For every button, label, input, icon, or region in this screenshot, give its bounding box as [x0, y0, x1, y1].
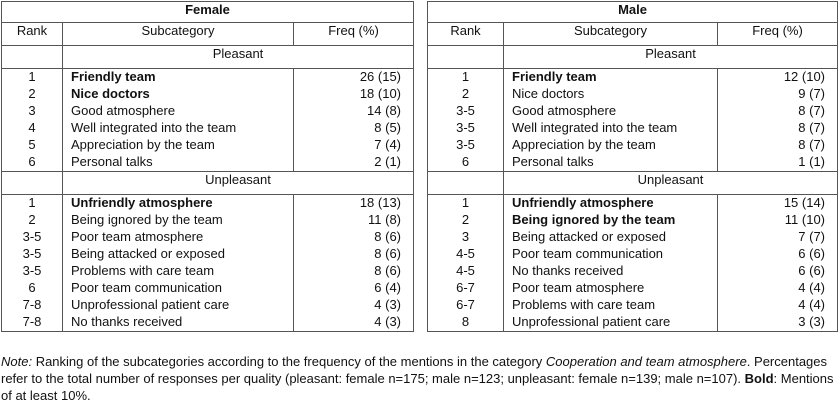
male-unpleasant-freq-cell: 7 (7) [798, 229, 826, 244]
note-text-1: Ranking of the subcategories according to the frequency of the mentions in the category [32, 354, 546, 369]
female-unpleasant-rank-cell: 3-5 [22, 229, 42, 244]
results-table [1, 1, 838, 332]
female-unpleasant-freq-cell: 6 (4) [374, 280, 402, 295]
female-freq-header: Freq (%) [294, 23, 414, 46]
female-unpleasant-rank-cell: 7-8 [22, 314, 42, 329]
male-pleasant-rank-cell: 1 [461, 69, 470, 84]
female-pleasant-sub-cell: Nice doctors [71, 86, 150, 101]
female-unpleasant-rank-cell: 3-5 [22, 246, 42, 261]
note-category: Cooperation and team atmosphere [545, 354, 747, 369]
male-pleasant-rank-cell: 6 [461, 154, 470, 169]
male-unpleasant-rank-cell: 4-5 [456, 263, 475, 278]
male-unpleasant-rank-cell: 4-5 [456, 246, 475, 261]
female-unpleasant-freq-cell: 11 (8) [368, 212, 402, 227]
male-pleasant-freq-cell: 8 (7) [798, 103, 826, 118]
female-pleasant-freq-cell: 18 (10) [359, 86, 402, 101]
male-pleasant-rank-cell: 3-5 [456, 137, 475, 152]
male-pleasant-sub-cell: Personal talks [512, 154, 594, 169]
male-unpleasant-rank-cell: 6-7 [456, 297, 475, 312]
male-unpleasant-rank-cell: 1 [461, 195, 470, 210]
male-unpleasant-sub-cell: Problems with care team [512, 297, 656, 312]
male-unpleasant-rank-cell: 3 [461, 229, 470, 244]
female-unpleasant-rank-cell: 2 [28, 212, 36, 227]
female-pleasant-rank-cell: 5 [28, 137, 36, 152]
male-empty-cell [428, 46, 504, 69]
male-rank-header: Rank [428, 23, 504, 46]
female-unpleasant-sub-cell: Problems with care team [71, 263, 215, 278]
male-unpleasant-rank-cell: 2 [461, 212, 470, 227]
female-unpleasant-rank-cell: 7-8 [22, 297, 42, 312]
female-empty-cell [2, 172, 63, 195]
female-unpleasant-freq-cell: 8 (6) [374, 246, 402, 261]
note-text-3: : Mentions of at least 10%. [1, 371, 834, 403]
male-pleasant-freq-cell: 1 (1) [798, 154, 826, 169]
female-unpleasant-sub-cell: Unfriendly atmosphere [71, 195, 213, 210]
female-pleasant-freq-cell: 8 (5) [374, 120, 402, 135]
female-unpleasant-rank-cell: 6 [28, 280, 36, 295]
female-group-header: Female [2, 2, 414, 23]
male-pleasant-sub-cell: Good atmosphere [512, 103, 617, 118]
male-unpleasant-sub-cell: Poor team communication [512, 246, 664, 261]
male-pleasant-rank-cell: 2 [461, 86, 470, 101]
male-pleasant-sub-cell: Nice doctors [512, 86, 585, 101]
female-unpleasant-freq-cell: 8 (6) [374, 229, 402, 244]
note-bold-word: Bold [744, 371, 774, 386]
female-unpleasant-sub-cell: Poor team communication [71, 280, 223, 295]
male-unpleasant-rank-cell: 8 [461, 314, 470, 329]
female-unpleasant-sub-cell: Unprofessional patient care [71, 297, 230, 312]
female-pleasant-freq-cell: 2 (1) [374, 154, 402, 169]
female-subcategory-header: Subcategory [63, 23, 294, 46]
female-pleasant-freq-cell: 14 (8) [367, 103, 402, 118]
male-unpleasant-sub-cell: Being attacked or exposed [512, 229, 666, 244]
female-pleasant-freq-cell: 26 (15) [359, 69, 402, 84]
female-pleasant-rank-cell: 4 [28, 120, 36, 135]
female-unpleasant-freq-cell: 18 (13) [359, 195, 402, 210]
female-pleasant-rank-cell: 3 [28, 103, 36, 118]
male-unpleasant-freq-cell: 3 (3) [798, 314, 826, 329]
male-unpleasant-freq-cell: 15 (14) [783, 195, 826, 210]
male-unpleasant-freq-cell: 4 (4) [798, 280, 826, 295]
male-pleasant-sub-cell: Well integrated into the team [512, 120, 678, 135]
female-unpleasant-freq-cell: 4 (3) [374, 297, 402, 312]
female-unpleasant-rank-cell: 1 [28, 195, 36, 210]
female-rank-header: Rank [2, 23, 63, 46]
male-pleasant-rank-cell: 3-5 [456, 103, 475, 118]
male-unpleasant-sub-cell: Unprofessional patient care [512, 314, 671, 329]
female-pleasant-sub-cell: Personal talks [71, 154, 153, 169]
female-pleasant-sub-cell: Well integrated into the team [71, 120, 237, 135]
female-section-label-pleasant: Pleasant [63, 46, 414, 69]
female-unpleasant-rank-cell: 3-5 [22, 263, 42, 278]
note-text-2: . Percentages refer to the total number of responses per quality (pleasant: female n=175; male n=123; unpleasant: female n=139; male n=107). [1, 354, 828, 386]
male-unpleasant-sub-cell: Poor team atmosphere [512, 280, 645, 295]
male-unpleasant-sub-cell: Being ignored by the team [512, 212, 676, 227]
male-pleasant-sub-cell: Appreciation by the team [512, 137, 656, 152]
male-section-label-unpleasant: Unpleasant [504, 172, 838, 195]
male-section-label-pleasant: Pleasant [504, 46, 838, 69]
male-unpleasant-freq-cell: 6 (6) [798, 246, 826, 261]
female-pleasant-sub-cell: Appreciation by the team [71, 137, 215, 152]
female-section-label-unpleasant: Unpleasant [63, 172, 414, 195]
male-pleasant-freq-cell: 9 (7) [798, 86, 826, 101]
male-empty-cell [428, 172, 504, 195]
female-pleasant-freq-cell: 7 (4) [374, 137, 402, 152]
female-unpleasant-sub-cell: Being ignored by the team [71, 212, 223, 227]
male-pleasant-freq-cell: 8 (7) [798, 120, 826, 135]
female-pleasant-rank-cell: 6 [28, 154, 36, 169]
female-unpleasant-sub-cell: No thanks received [71, 314, 183, 329]
female-pleasant-rank-cell: 2 [28, 86, 36, 101]
female-empty-cell [2, 46, 63, 69]
male-subcategory-header: Subcategory [504, 23, 718, 46]
male-unpleasant-sub-cell: Unfriendly atmosphere [512, 195, 654, 210]
male-unpleasant-rank-cell: 6-7 [456, 280, 475, 295]
male-pleasant-freq-cell: 12 (10) [783, 69, 826, 84]
female-unpleasant-freq-cell: 4 (3) [374, 314, 402, 329]
female-unpleasant-freq-cell: 8 (6) [374, 263, 402, 278]
male-pleasant-freq-cell: 8 (7) [798, 137, 826, 152]
table-note [1, 353, 837, 404]
female-pleasant-sub-cell: Friendly team [71, 69, 156, 84]
female-pleasant-rank-cell: 1 [28, 69, 36, 84]
note-label: Note: [1, 354, 33, 369]
female-unpleasant-sub-cell: Being attacked or exposed [71, 246, 225, 261]
male-pleasant-rank-cell: 3-5 [456, 120, 475, 135]
male-pleasant-sub-cell: Friendly team [512, 69, 597, 84]
male-group-header: Male [428, 2, 838, 23]
female-unpleasant-sub-cell: Poor team atmosphere [71, 229, 204, 244]
male-unpleasant-freq-cell: 6 (6) [798, 263, 826, 278]
male-unpleasant-freq-cell: 11 (10) [784, 212, 826, 227]
male-unpleasant-freq-cell: 4 (4) [798, 297, 826, 312]
male-freq-header: Freq (%) [718, 23, 838, 46]
female-pleasant-sub-cell: Good atmosphere [71, 103, 176, 118]
male-unpleasant-sub-cell: No thanks received [512, 263, 624, 278]
